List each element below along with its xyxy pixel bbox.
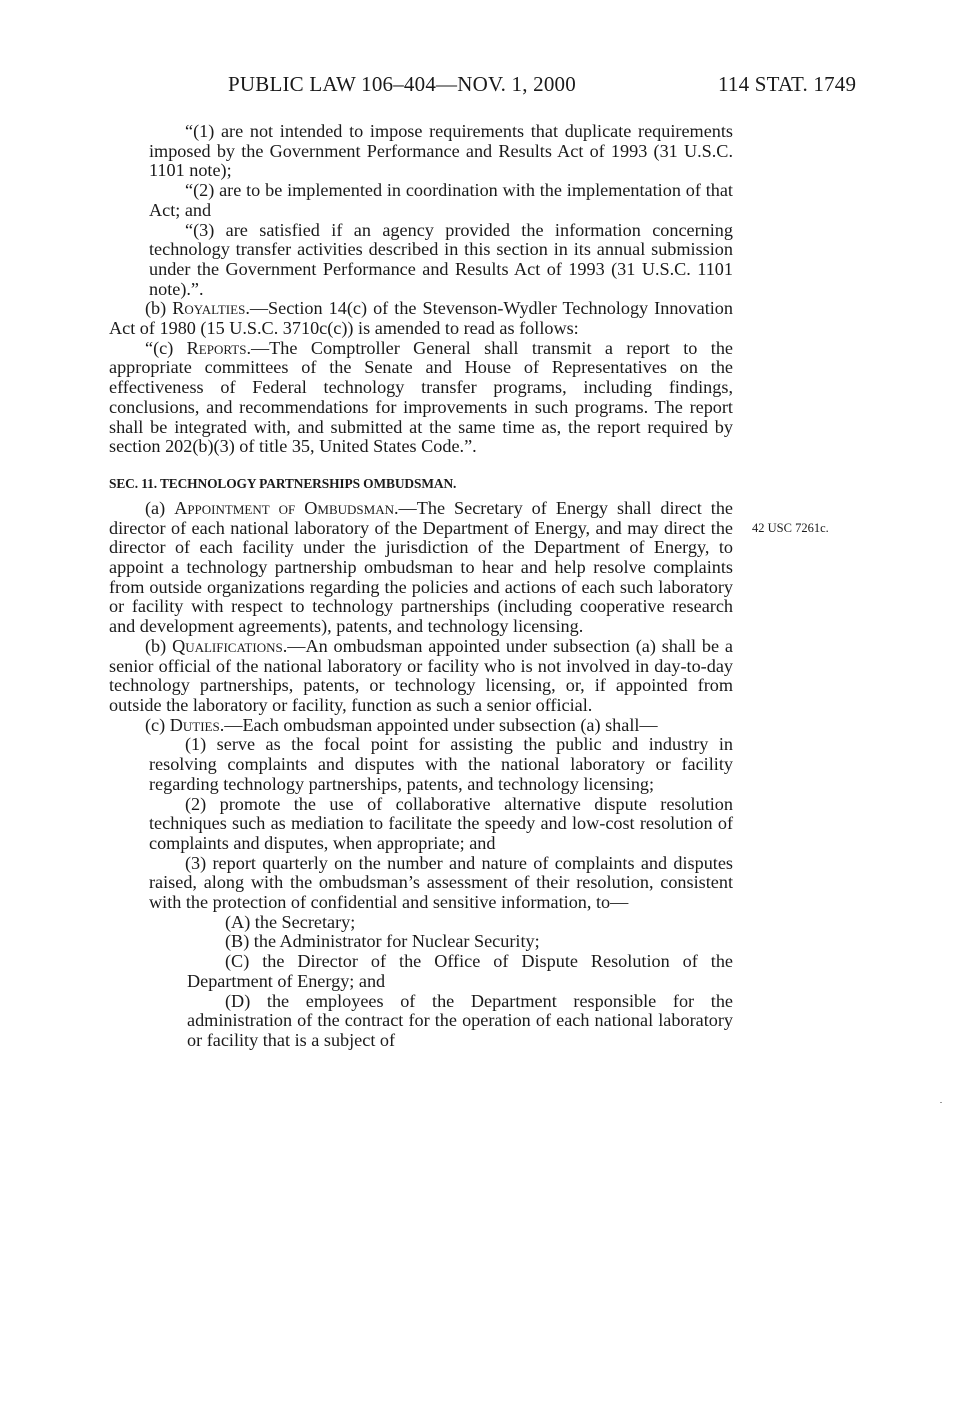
subsection-b-lead: (b) — [145, 635, 173, 656]
royalties-heading: Royalties — [172, 298, 246, 319]
royalties-text: .—Section 14(c) of the Stevenson-Wydler Technology Innovation Act of 1980 (15 U.S.C. 3710c(c)) is amended to read as follows: — [109, 298, 733, 339]
section-heading: SEC. 11. TECHNOLOGY PARTNERSHIPS OMBUDSMAN. — [109, 475, 457, 491]
reports-text: .—The Comptroller General shall transmit a report to the appropriate committees of the Senate and House of Representatives on the effectiveness of Federal technology transfer programs, including findings, conclusions, and recommendations for improvements in such programs. The report shall be integrated with, and submitted at the same time as, the report required by section 202(b)(3) of title 35, United States Code.”. — [109, 337, 733, 457]
subsection-a-lead: (a) — [145, 497, 175, 518]
recipient-b: (B) the Administrator for Nuclear Security; — [225, 931, 540, 952]
subsection-a — [109, 499, 733, 637]
subsection-c — [109, 716, 733, 736]
recipient-d: (D) the employees of the Department responsible for the administration of the contract for the operation of each national laboratory or facility that is a subject of — [187, 990, 733, 1050]
reports-heading: Reports — [186, 337, 247, 358]
subsection-c-text: .—Each ombudsman appointed under subsection (a) shall— — [219, 714, 658, 735]
duty-2: (2) promote the use of collaborative alternative dispute resolution techniques such as mediation to facilitate the speedy and low-cost resolution of complaints and disputes, when appropriate; and — [149, 793, 733, 853]
reports-lead: “(c) — [145, 337, 187, 358]
document-body — [109, 122, 733, 1051]
page-header — [0, 72, 958, 102]
quoted-item-1: “(1) are not intended to impose requirements that duplicate requirements imposed by the Government Performance and Results Act of 1993 (31 U.S.C. 1101 note); — [149, 121, 733, 181]
duty-3: (3) report quarterly on the number and nature of complaints and disputes raised, along with the ombudsman’s assessment of their resolution, consistent with the protection of confidential and sensitive information, to— — [149, 852, 733, 913]
quoted-item-2: “(2) are to be implemented in coordination with the implementation of that Act; and — [149, 180, 733, 220]
duty-1: (1) serve as the focal point for assisting the public and industry in resolving complaints and disputes with the national laboratory or facility regarding technology partnerships, patents, and technology licensing; — [149, 734, 733, 794]
subsection-b-text: .—An ombudsman appointed under subsection (a) shall be a senior official of the national laboratory or facility who is not involved in day-to-day technology partnerships, patents, or technology licensing, or, if appointed from outside the laboratory or facility, function as such a senior official. — [109, 635, 734, 715]
subsection-b — [109, 637, 733, 716]
recipient-a: (A) the Secretary; — [225, 911, 356, 932]
reports-paragraph — [109, 339, 733, 457]
royalties-paragraph — [109, 299, 733, 338]
quoted-item-3: “(3) are satisfied if an agency provided the information concerning technology transfer activities described in this section in its annual submission under the Government Performance and Results Act of 1993 (31 U.S.C. 1101 note).”. — [149, 219, 733, 299]
subsection-c-heading: Duties — [169, 714, 220, 735]
recipient-c: (C) the Director of the Office of Dispute Resolution of the Department of Energy; and — [187, 951, 733, 991]
subsection-a-heading: Appointment of Ombudsman — [174, 497, 394, 518]
running-head-law: PUBLIC LAW 106–404—NOV. 1, 2000 — [228, 72, 576, 96]
subsection-b-heading: Qualifications — [172, 635, 283, 656]
running-head-stat: 114 STAT. 1749 — [718, 72, 857, 96]
scan-speck — [940, 1102, 942, 1103]
royalties-lead: (b) — [145, 298, 173, 319]
subsection-c-lead: (c) — [145, 714, 170, 735]
subsection-a-text: .—The Secretary of Energy shall direct the director of each national laboratory of the Department of Energy, and may direct the director of each facility under the jurisdiction of the Department of Energy, to appoint a technology partnership ombudsman to hear and help resolve complaints from outside organizations regarding the policies and actions of each such laboratory or facility with respect to technology partnerships (including cooperative research and development agreements), patents, and technology licensing. — [109, 497, 733, 637]
margin-citation: 42 USC 7261c. — [752, 521, 829, 535]
